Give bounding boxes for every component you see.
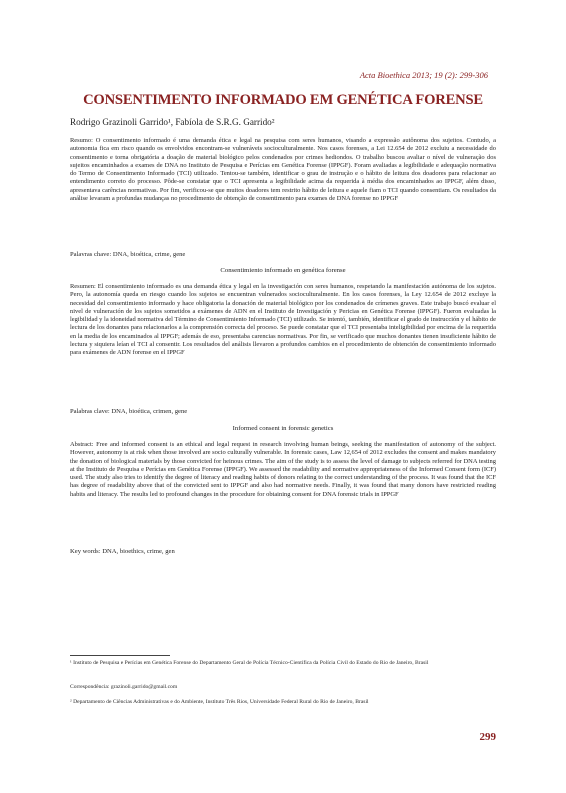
journal-reference: Acta Bioethica 2013; 19 (2): 299-306 [359, 70, 488, 80]
keywords-pt-values: DNA, bioética, crime, gene [111, 251, 186, 258]
abstract-es-text: El consentimiento informado es una demanda ética y legal en la investigación con seres humanos, respetando la manifestación autónoma de los sujetos. Pero, la autonomía queda en riesgo cuando los sujetos se encuentran vulnerados socioculturalmente. En los casos forenses, la Ley 12.654 de 2012 excluye la necesidad del consentimiento informado y hace obligatoria la donación de material biológico por los condenados de crímenes graves. Este trabajo buscó evaluar el nivel de vulneración de los sujetos sometidos a exámenes de ADN en el Instituto de Investigación y Pericias en Genética Forense (IPPGF). Fueron evaluadas la legibilidad y la idoneidad normativa del Término de Consentimiento Informado (TCI) utilizado. Se intentó, también, identificar el grado de instrucción y el hábito de lectura de los donantes para relacionarlos a la comprensión correcta del proceso. Se puede constatar que el TCI presentaba inteligibilidad por encima de la requerida en la media de los encaminados al IPPGF; además de eso, presentaba carencias normativas. Por fin, se verificado que muchos donantes tienen insuficiente hábito de lectura y siquiera leían el TCI al consentir. Los resultados del análisis llevaron a profundos cambios en el procedimiento de obtención de consentimiento informado para exámenes de ADN forense en el IPPGF [70, 283, 496, 356]
abstract-portuguese [70, 137, 496, 203]
keywords-es-values: DNA, bioética, crimen, gene [109, 408, 188, 415]
article-title: CONSENTIMENTO INFORMADO EM GENÉTICA FORENSE [83, 92, 483, 108]
abstract-english [70, 441, 496, 499]
abstract-es-label: Resumen: [70, 283, 96, 290]
footnote-correspondence: Correspondência: grazinoli.garrido@gmail.com [70, 684, 178, 690]
abstract-en-text: Free and informed consent is an ethical and legal request in research involving human beings, seeking the manifestation of autonomy of the subject. However, autonomy is at risk when those involved are socio culturally vulnerable. In forensic cases, Law 12,654 of 2012 excludes the consent and makes mandatory the donation of biological materials by those convicted for heinous crimes. The aim of the study is to assess the level of damage to subjects referred for DNA testing at the Instituto de Pesquisa e Perícias em Genética Forense (IPPGF). We assessed the readability and normative appropriateness of the Informed Consent form (ICF) used. The study also tries to identify the degree of literacy and reading habits of donors relating to the correct understanding of the process. It was found that the ICF has degree of readability above that of the convicted sent to IPPGF and also had normative needs. Finally, it was found that many donors have restricted reading habits and literacy. The results led to profound changes in the procedure for obtaining consent for DNA forensic trials in IPPGF [70, 441, 496, 498]
page-number: 299 [479, 731, 496, 743]
footnote-divider [70, 655, 170, 656]
keywords-spanish [70, 408, 496, 415]
abstract-pt-label: Resumo: [70, 137, 93, 144]
keywords-pt-label: Palavras chave: [70, 251, 112, 258]
abstract-en-label: Abstract: [70, 441, 94, 448]
keywords-es-label: Palabras clave: [70, 408, 110, 415]
keywords-english [70, 548, 496, 555]
footnote-affiliation-2: ² Departamento de Ciências Administrativas e do Ambiente, Instituto Três Rios, Universidade Federal Rural do Rio de Janeiro, Brasil [70, 699, 369, 705]
keywords-en-values: DNA, bioethics, crime, gen [100, 548, 175, 555]
keywords-portuguese [70, 251, 496, 258]
keywords-en-label: Key words: [70, 548, 101, 555]
article-authors: Rodrigo Grazinoli Garrido¹, Fabíola de S.R.G. Garrido² [70, 117, 275, 127]
section-title-spanish: Consentimiento informado en genética forense [220, 267, 346, 274]
abstract-spanish [70, 283, 496, 357]
footnote-affiliation-1: ¹ Instituto de Pesquisa e Perícias em Genética Forense do Departamento Geral de Polícia Técnico-Científica da Polícia Civil do Estado do Rio de Janeiro, Brasil [70, 660, 429, 666]
section-title-english: Informed consent in forensic genetics [232, 425, 334, 432]
abstract-pt-text: O consentimento informado é uma demanda ética e legal na pesquisa com seres humanos, visando a expressão autônoma dos sujeitos. Contudo, a autonomia fica em risco quando os envolvidos encontram-se vulneráveis socioculturalmente. Nos casos forenses, a Lei 12.654 de 2012 excluiu a necessidade do consentimento e torna obrigatória a doação de material biológico pelos condenados por crimes hediondos. O trabalho buscou avaliar o nível de vulneração dos sujeitos encaminhados a exames de DNA no Instituto de Pesquisa e Perícias em Genética Forense (IPPGF). Foram avaliadas a legibilidade e adequação normativa do Termo de Consentimento Informado (TCI) utilizado. Tentou-se também, identificar o grau de instrução e o hábito de leitura dos doadores para relacionar ao entendimento correto do processo. Pôde-se constatar que o TCI apresenta a legibilidade acima da requerida à média dos encaminhados ao IPPGF, além disso, apresentava carências normativas. Por fim, verificou-se que muitos doadores tem restrito hábito de leitura e aquele fiam o TCI quando consentiam. Os resultados da análise levaram a profundas mudanças no procedimento de obtenção de consentimento para exames de DNA forense no IPPGF [70, 137, 496, 202]
